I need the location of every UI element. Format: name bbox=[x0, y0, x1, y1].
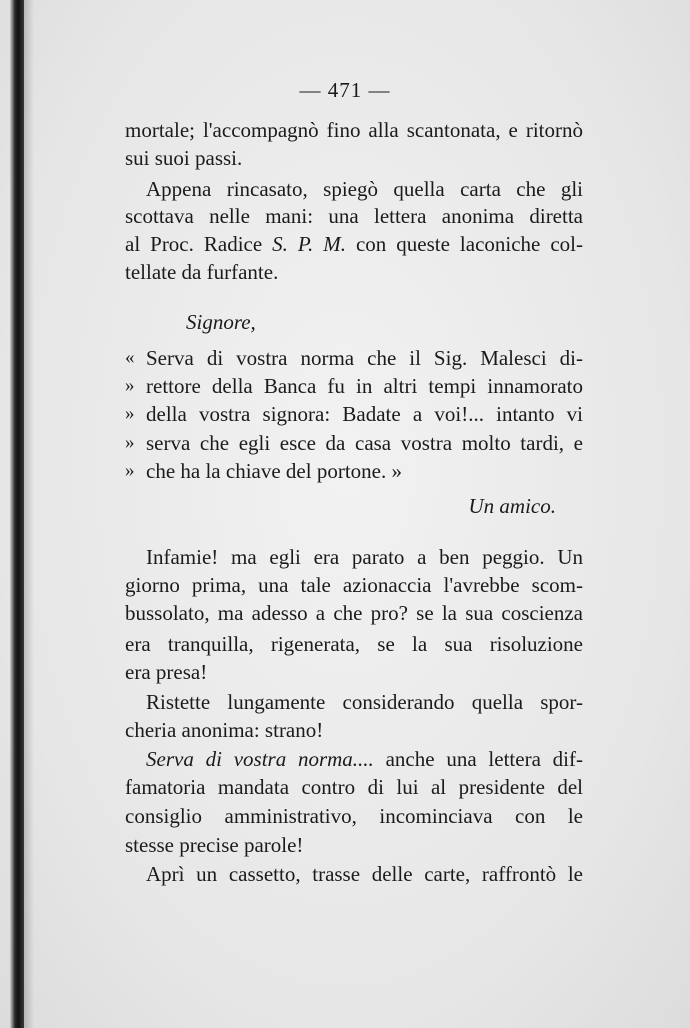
text-line: stesse precise parole! bbox=[125, 833, 304, 857]
quote-mark: » bbox=[125, 375, 135, 396]
text-line: mortale; l'accompagnò fino alla scantonata, e ritornò bbox=[125, 118, 583, 142]
text-line: sui suoi passi. bbox=[125, 146, 243, 170]
text-line: scottava nelle mani: una lettera anonima diretta bbox=[125, 204, 583, 228]
quote-mark: » bbox=[125, 460, 135, 481]
text-line: tellate da furfante. bbox=[125, 260, 279, 284]
letter-line: serva che egli esce da casa vostra molto tardi, e bbox=[146, 431, 583, 455]
quote-mark: » bbox=[125, 432, 135, 453]
letter-line: della vostra signora: Badate a voi!... intanto vi bbox=[146, 402, 583, 426]
text-line: consiglio amministrativo, incominciava con le bbox=[125, 804, 583, 828]
text-line: al Proc. Radice S. P. M. con queste laconiche col- bbox=[125, 232, 584, 256]
quote-mark: « bbox=[125, 347, 135, 368]
italic-quote: Serva di vostra norma.... bbox=[146, 747, 374, 771]
text-line: era tranquilla, rigenerata, se la sua risoluzione bbox=[125, 632, 583, 656]
text-line: bussolato, ma adesso a che pro? se la sua coscienza bbox=[125, 601, 583, 625]
text-line: Appena rincasato, spiegò quella carta che gli bbox=[146, 177, 583, 201]
text-line: Aprì un cassetto, trasse delle carte, raffrontò le bbox=[146, 862, 583, 886]
quote-mark: » bbox=[125, 403, 135, 424]
letter-line: Serva di vostra norma che il Sig. Malesci di- bbox=[146, 346, 583, 370]
text-line: famatoria mandata contro di lui al presidente del bbox=[125, 775, 583, 799]
letter-salutation: Signore, bbox=[186, 310, 256, 334]
text-line: era presa! bbox=[125, 660, 208, 684]
letter-line: rettore della Banca fu in altri tempi innamorato bbox=[146, 374, 583, 398]
text-line: cheria anonima: strano! bbox=[125, 718, 324, 742]
text-line: Serva di vostra norma.... anche una lettera dif- bbox=[146, 747, 583, 771]
page-number: — 471 — bbox=[299, 78, 391, 102]
letter-closing: Un amico. bbox=[468, 494, 556, 518]
letter-line: che ha la chiave del portone. » bbox=[146, 459, 402, 483]
text-line: giorno prima, una tale azionaccia l'avrebbe scom- bbox=[125, 573, 583, 597]
text-line: Ristette lungamente considerando quella spor- bbox=[146, 690, 583, 714]
text-line: Infamie! ma egli era parato a ben peggio. Un bbox=[146, 545, 583, 569]
